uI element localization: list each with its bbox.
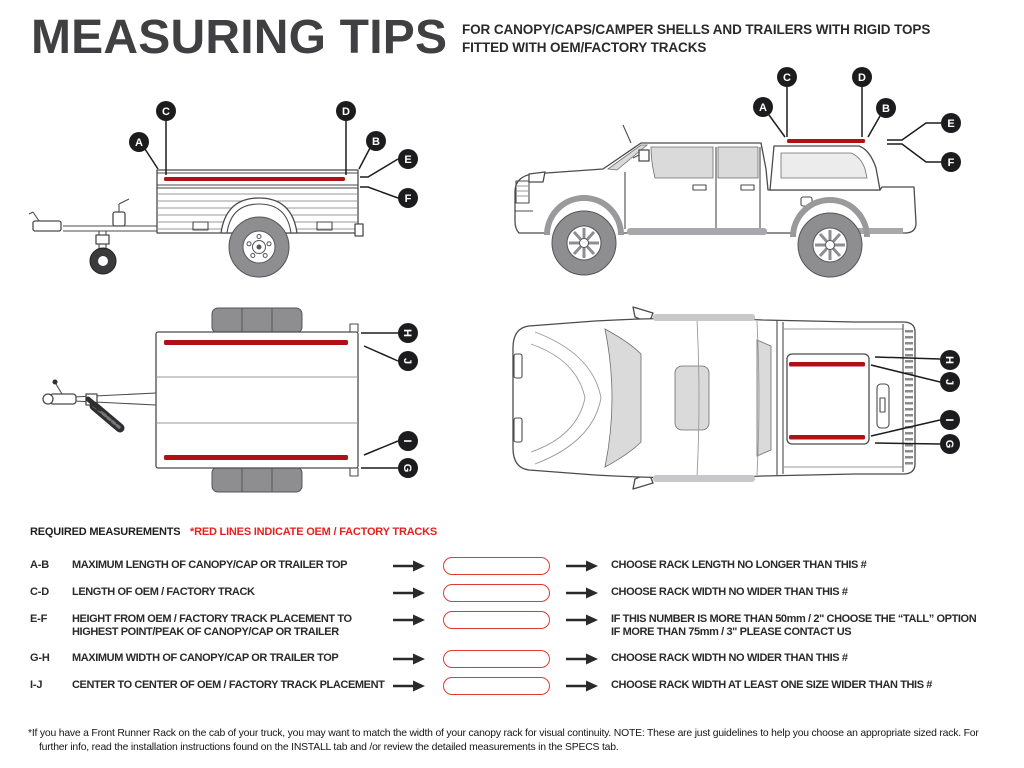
svg-text:H: H	[943, 356, 955, 364]
measurement-description: HEIGHT FROM OEM / FACTORY TRACK PLACEMENT TO HIGHEST POINT/PEAK OF CANOPY/CAP OR TRAILER	[72, 613, 352, 638]
oem-track-line	[164, 177, 345, 181]
svg-text:C: C	[162, 106, 170, 118]
measurement-key: I-J	[30, 679, 43, 691]
truck-side-drawing	[515, 125, 916, 284]
callout-e	[941, 113, 961, 133]
measurement-description: CENTER TO CENTER OF OEM / FACTORY TRACK PLACEMENT	[72, 679, 385, 691]
arrow-right-icon	[392, 587, 426, 599]
arrow-right-icon	[565, 560, 599, 572]
subtitle-line-1: FOR CANOPY/CAPS/CAMPER SHELLS AND TRAILERS WITH RIGID TOPS	[462, 22, 931, 37]
callout-i	[940, 410, 960, 430]
svg-text:A: A	[759, 102, 767, 114]
truck-top-drawing	[513, 307, 915, 489]
arrow-right-icon	[565, 614, 599, 626]
measurement-key: C-D	[30, 586, 49, 598]
svg-text:H: H	[401, 329, 413, 337]
callout-f	[398, 188, 418, 208]
trailer-top-callouts	[361, 323, 418, 478]
callout-g	[940, 434, 960, 454]
footnote: *If you have a Front Runner Rack on the cab of your truck, you may want to match the width of your canopy rack for visual continuity. NOTE: These are just guidelines to help you choose an appropriate sized rack. For further info, read the installation instructions found on the INSTALL tab and /or review the detailed measurements in the SPECS tab.	[28, 728, 979, 753]
measurement-result: CHOOSE RACK WIDTH NO WIDER THAN THIS #	[611, 652, 848, 664]
measurement-key: A-B	[30, 559, 49, 571]
measurement-blank-field	[443, 611, 550, 629]
callout-b	[366, 131, 386, 151]
measurement-description: MAXIMUM LENGTH OF CANOPY/CAP OR TRAILER TOP	[72, 559, 348, 571]
measurement-result: IF THIS NUMBER IS MORE THAN 50mm / 2" CHOOSE THE “TALL” OPTION IF MORE THAN 75mm / 3" PLEASE CONTACT US	[611, 613, 977, 638]
trailer-side-view-diagram	[25, 85, 440, 297]
svg-text:A: A	[135, 137, 143, 149]
svg-text:F: F	[947, 157, 955, 169]
callout-i	[398, 431, 418, 451]
svg-text:E: E	[404, 154, 412, 166]
svg-text:I: I	[401, 439, 413, 443]
measurement-row-ef	[30, 611, 1024, 638]
svg-text:J: J	[401, 357, 413, 365]
callout-g	[398, 458, 418, 478]
svg-text:J: J	[943, 378, 955, 386]
measurement-blank-field	[443, 557, 550, 575]
measurement-row-gh	[30, 650, 1024, 670]
measurement-result: CHOOSE RACK LENGTH NO LONGER THAN THIS #	[611, 559, 867, 571]
measurement-key: G-H	[30, 652, 50, 664]
callout-a	[753, 97, 773, 117]
truck-top-view-diagram	[505, 302, 975, 498]
measurement-blank-field	[443, 650, 550, 668]
callout-d	[336, 101, 356, 121]
callout-e	[398, 149, 418, 169]
subtitle-line-2: FITTED WITH OEM/FACTORY TRACKS	[462, 39, 707, 55]
measurement-description: LENGTH OF OEM / FACTORY TRACK	[72, 586, 255, 598]
callout-a	[129, 132, 149, 152]
measurement-result: CHOOSE RACK WIDTH AT LEAST ONE SIZE WIDER THAN THIS #	[611, 679, 933, 691]
arrow-right-icon	[392, 560, 426, 572]
measurement-row-ab	[30, 557, 1024, 577]
measurement-blank-field	[443, 677, 550, 695]
callout-d	[852, 67, 872, 87]
svg-text:D: D	[342, 106, 350, 118]
trailer-top-view-diagram	[30, 302, 430, 498]
svg-text:D: D	[858, 72, 866, 84]
svg-text:I: I	[943, 418, 955, 422]
trailer-top-drawing	[43, 308, 358, 492]
measurement-key: E-F	[30, 613, 48, 625]
red-lines-note: *RED LINES INDICATE OEM / FACTORY TRACKS	[190, 526, 438, 538]
truck-side-view-diagram	[505, 65, 965, 287]
svg-text:C: C	[783, 72, 791, 84]
arrow-right-icon	[392, 680, 426, 692]
svg-text:B: B	[882, 103, 890, 115]
svg-text:G: G	[401, 463, 413, 473]
svg-text:G: G	[943, 439, 955, 449]
callout-j	[398, 351, 418, 371]
svg-text:F: F	[404, 193, 412, 205]
measurement-row-cd	[30, 584, 1024, 604]
callout-h	[398, 323, 418, 343]
trailer-side-drawing	[29, 170, 363, 277]
arrow-right-icon	[565, 680, 599, 692]
measurement-blank-field	[443, 584, 550, 602]
callout-j	[940, 372, 960, 392]
svg-text:E: E	[947, 118, 955, 130]
callout-c	[777, 67, 797, 87]
measurement-result: CHOOSE RACK WIDTH NO WIDER THAN THIS #	[611, 586, 848, 598]
svg-text:B: B	[372, 136, 380, 148]
oem-track-line	[787, 139, 865, 143]
arrow-right-icon	[565, 653, 599, 665]
page-subtitle	[462, 21, 930, 56]
arrow-right-icon	[565, 587, 599, 599]
callout-f	[941, 152, 961, 172]
measurement-row-ij	[30, 677, 1024, 697]
callout-c	[156, 101, 176, 121]
page-title: MEASURING TIPS	[31, 11, 448, 64]
arrow-right-icon	[392, 614, 426, 626]
measurement-description: MAXIMUM WIDTH OF CANOPY/CAP OR TRAILER TOP	[72, 652, 339, 664]
required-measurements-label: REQUIRED MEASUREMENTS	[30, 526, 181, 538]
callout-b	[876, 98, 896, 118]
callout-h	[940, 350, 960, 370]
arrow-right-icon	[392, 653, 426, 665]
